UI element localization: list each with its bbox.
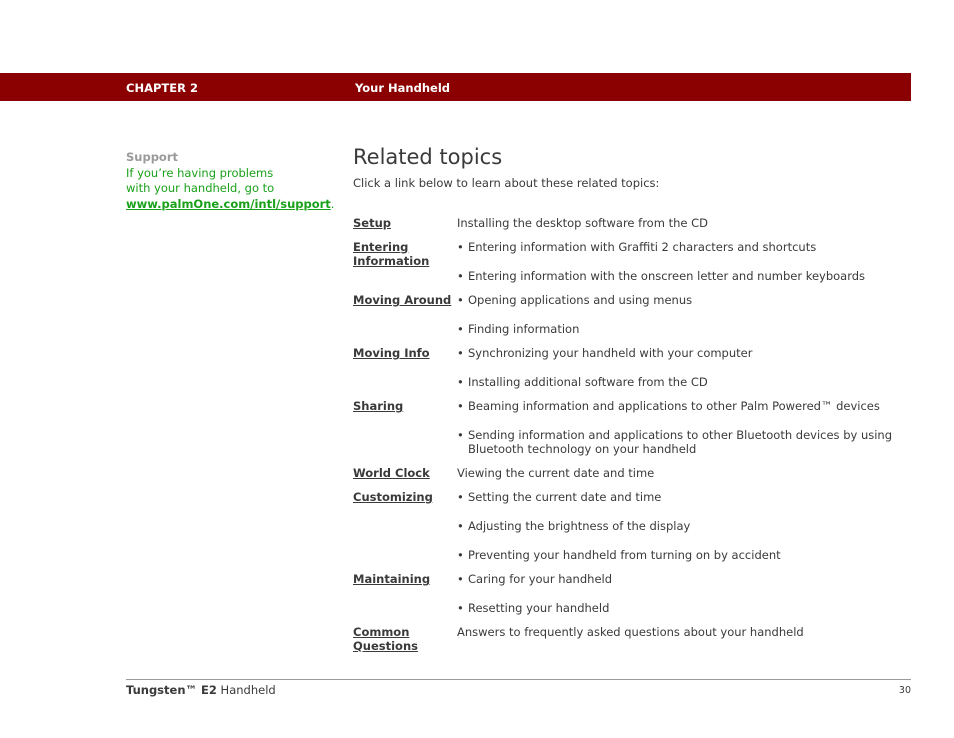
footer-product [126, 683, 276, 697]
product-name: Tungsten™ E2 [126, 683, 217, 697]
topic-row [353, 346, 913, 389]
topic-row [353, 293, 913, 336]
topic-link[interactable]: Maintaining [353, 572, 431, 586]
topic-description: Installing the desktop software from the CD [457, 216, 708, 230]
section-label: Your Handheld [355, 81, 450, 95]
sidebar-heading: Support [126, 150, 179, 164]
topic-bullet-list [457, 572, 913, 615]
chapter-label: CHAPTER 2 [126, 81, 198, 95]
topic-bullet-list [457, 346, 913, 389]
topic-bullet-item: • Resetting your handheld [457, 601, 913, 615]
topic-descriptions [457, 216, 913, 230]
chapter-header-bar [0, 73, 911, 101]
topic-description: Viewing the current date and time [457, 466, 655, 480]
topic-bullet-item: • Sending information and applications to other Bluetooth devices by using Bluetooth technology on your handheld [457, 428, 913, 456]
topic-row [353, 490, 913, 562]
topic-link[interactable]: Moving Info [353, 346, 430, 360]
topic-link[interactable]: Common Questions [353, 625, 418, 653]
topic-bullet-item: • Entering information with Graffiti 2 characters and shortcuts [457, 240, 913, 254]
topic-description: Answers to frequently asked questions about your handheld [457, 625, 804, 639]
page-title: Related topics [353, 145, 503, 169]
topic-descriptions [457, 399, 913, 456]
topic-link[interactable]: Setup [353, 216, 391, 230]
sidebar-after: . [330, 196, 335, 211]
topic-row [353, 399, 913, 456]
topic-descriptions [457, 572, 913, 615]
topic-bullet-list [457, 399, 913, 456]
topic-row [353, 625, 913, 653]
topic-link[interactable]: Moving Around [353, 293, 452, 307]
support-link[interactable]: www.palmOne.com/intl/support [126, 196, 331, 211]
topic-bullet-item: • Beaming information and applications to other Palm Powered™ devices [457, 399, 913, 413]
topic-bullet-list [457, 240, 913, 283]
sidebar-text: If you’re having problems with your handheld, go to [126, 165, 275, 195]
topic-row [353, 466, 913, 480]
topic-descriptions [457, 240, 913, 283]
topic-link[interactable]: Entering Information [353, 240, 430, 268]
topic-bullet-item: • Opening applications and using menus [457, 293, 913, 307]
topic-row [353, 216, 913, 230]
topic-link[interactable]: World Clock [353, 466, 430, 480]
support-sidebar [126, 150, 335, 212]
topic-bullet-item: • Preventing your handheld from turning on by accident [457, 548, 913, 562]
topic-bullet-item: • Adjusting the brightness of the display [457, 519, 913, 533]
topic-bullet-item: • Synchronizing your handheld with your computer [457, 346, 913, 360]
page-number: 30 [898, 685, 911, 696]
topic-bullet-item: • Setting the current date and time [457, 490, 913, 504]
topic-link[interactable]: Sharing [353, 399, 404, 413]
topic-bullet-item: • Installing additional software from the CD [457, 375, 913, 389]
footer-divider [126, 679, 911, 680]
topic-descriptions [457, 466, 913, 480]
topic-link[interactable]: Customizing [353, 490, 433, 504]
topic-bullet-item: • Entering information with the onscreen letter and number keyboards [457, 269, 913, 283]
topic-descriptions [457, 490, 913, 562]
sidebar-body [126, 165, 335, 213]
topic-descriptions [457, 346, 913, 389]
topic-row [353, 572, 913, 615]
topic-bullet-item: • Finding information [457, 322, 913, 336]
topic-bullet-list [457, 293, 913, 336]
topic-descriptions [457, 293, 913, 336]
topic-row [353, 240, 913, 283]
related-topics-list [353, 216, 913, 663]
product-suffix: Handheld [220, 683, 276, 697]
topic-bullet-list [457, 490, 913, 562]
topic-descriptions [457, 625, 913, 653]
intro-text: Click a link below to learn about these related topics: [353, 176, 660, 190]
topic-bullet-item: • Caring for your handheld [457, 572, 913, 586]
